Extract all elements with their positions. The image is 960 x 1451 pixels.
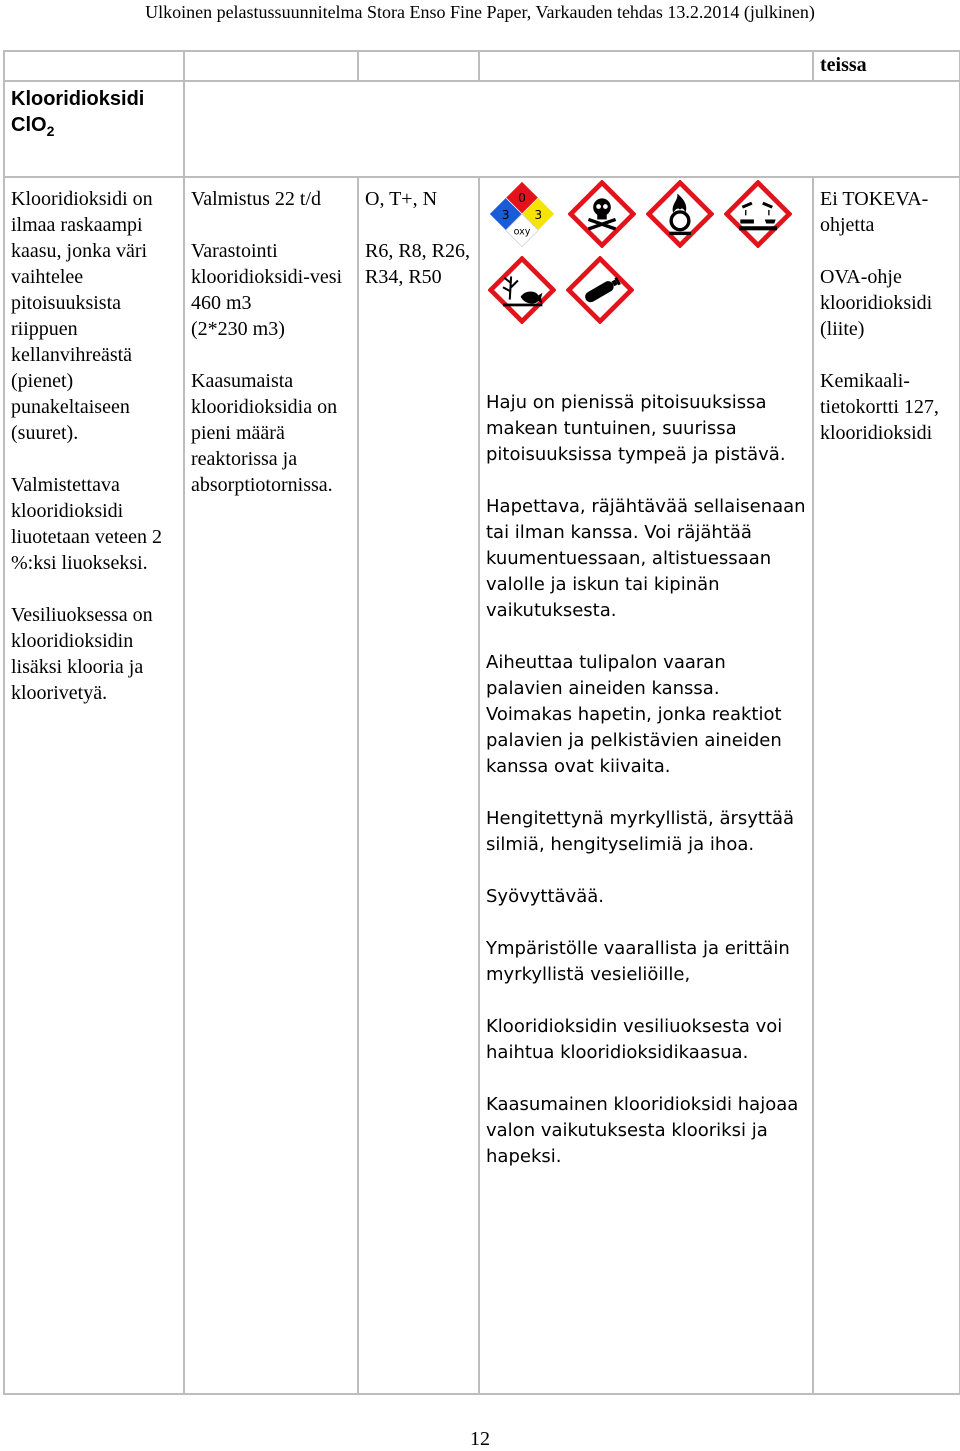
classification-paragraph: O, T+, N [365,188,438,210]
substance-name-row [4,81,960,177]
substance-formula: ClO$_2$ [11,114,55,139]
hazard-paragraph: Kaasumainen klooridioksidi hajoaa valon vaikutuksesta klooriksi ja hapeksi. [486,1094,799,1167]
nfpa-flammability: 0 [518,190,526,205]
hazard-paragraph: Haju on pienissä pitoisuuksissa makean tuntuinen, suurissa pitoisuuksissa tympeä ja pistävä. [486,392,786,465]
substance-detail-row [4,177,960,1394]
hazard-paragraph: Hengitettynä myrkyllistä, ärsyttää silmiä, hengityselimiä ja ihoa. [486,808,795,855]
table-header-row [4,51,960,81]
hazards-cell [479,177,813,1394]
classification-cell [358,177,479,1394]
classification-paragraph: R6, R8, R26, R34, R50 [365,240,471,288]
hazard-paragraph: Klooridioksidin vesiliuoksesta voi haihtua klooridioksidikaasua. [486,1016,783,1063]
corrosion-icon [724,180,792,248]
page-header: Ulkoinen pelastussuunnitelma Stora Enso Fine Paper, Varkauden tehdas 13.2.2014 (julkinen) [145,2,815,22]
hazard-paragraph: Hapettava, räjähtävää sellaisenaan tai ilman kanssa. Voi räjähtää kuumentuessaan, altistuessaan valolle ja iskun tai kipinän vaikutuksesta. [486,496,806,621]
nfpa-reactivity: 3 [534,207,543,222]
environment-icon [488,256,556,324]
instruction-paragraph: Kemikaali-tietokortti 127, klooridioksidi [820,370,939,444]
instructions-cell [813,177,960,1394]
col6-header: teissa [820,54,867,76]
quantities-cell [184,177,358,1394]
nfpa-special: oxy [513,226,531,238]
nfpa-health: 3 [501,207,510,222]
skull-crossbones-icon [568,180,636,248]
chemical-table [3,50,960,1395]
hazard-paragraph: Syövyttävää. [486,886,604,907]
instruction-paragraph: Ei TOKEVA-ohjetta [820,188,929,236]
hazard-text [486,378,806,1170]
instruction-paragraph: OVA-ohje klooridioksidi (liite) [820,266,933,340]
description-paragraph: Valmistettava klooridioksidi liuotetaan veteen 2 %:ksi liuokseksi. [11,474,163,574]
description-paragraph: Vesiliuoksessa on klooridioksidin lisäksi klooria ja kloorivetyä. [11,604,153,704]
quantity-paragraph: Varastointi klooridioksidi-vesi 460 m3 (2*230 m3) [191,240,343,340]
description-cell [4,177,184,1394]
description-paragraph: Klooridioksidi on ilmaa raskaampi kaasu, jonka väri vaihtelee pitoisuuksista riippuen kellanvihreästä (pienet) punakeltaiseen (suuret). [11,188,153,444]
hazard-paragraph: Ympäristölle vaarallista ja erittäin myrkyllistä vesieliöille, [486,938,790,985]
hazard-pictograms [486,178,806,378]
quantity-paragraph: Kaasumaista klooridioksidia on pieni määrä reaktorissa ja absorptiotornissa. [191,370,338,496]
page-number: 12 [470,1428,490,1450]
nfpa-diamond-icon [488,180,560,252]
flame-over-circle-icon [646,180,714,248]
gas-cylinder-icon [566,256,634,324]
substance-name: Klooridioksidi [11,88,145,110]
quantity-paragraph: Valmistus 22 t/d [191,188,322,210]
hazard-paragraph: Aiheuttaa tulipalon vaaran palavien aineiden kanssa. Voimakas hapetin, jonka reaktiot palavien ja pelkistävien aineiden kanssa ovat kiivaita. [486,652,782,777]
